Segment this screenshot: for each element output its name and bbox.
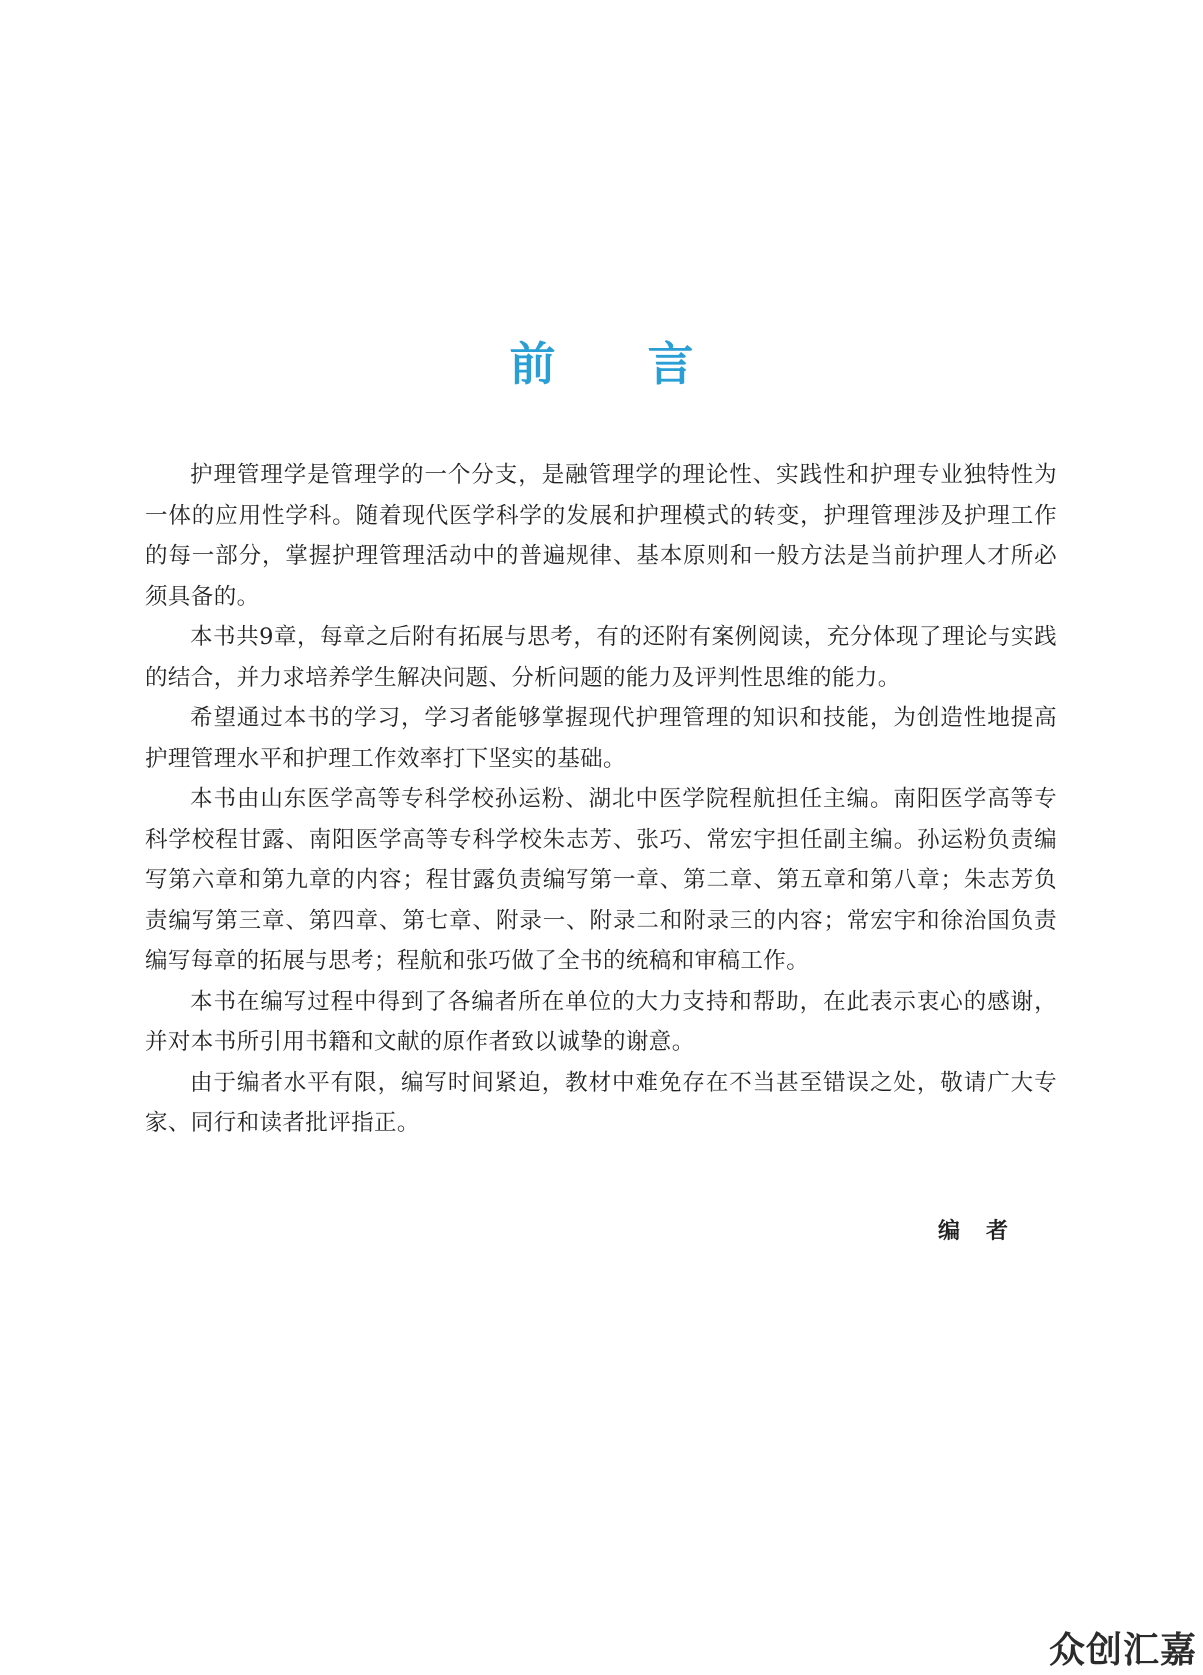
paragraph-2: 本书共9章，每章之后附有拓展与思考，有的还附有案例阅读，充分体现了理论与实践的结合，并力求培养学生解决问题、分析问题的能力及评判性思维的能力。 [145, 624, 1057, 691]
paragraph-3: 希望通过本书的学习，学习者能够掌握现代护理管理的知识和技能，为创造性地提高护理管理水平和护理工作效率打下坚实的基础。 [145, 705, 1057, 772]
paragraph-1: 护理管理学是管理学的一个分支，是融管理学的理论性、实践性和护理专业独特性为一体的应用性学科。随着现代医学科学的发展和护理模式的转变，护理管理涉及护理工作的每一部分，掌握护理管理活动中的普遍规律、基本原则和一般方法是当前护理人才所必须具备的。 [145, 462, 1057, 610]
paragraph-4: 本书由山东医学高等专科学校孙运粉、湖北中医学院程航担任主编。南阳医学高等专科学校程甘露、南阳医学高等专科学校朱志芳、张巧、常宏宇担任副主编。孙运粉负责编写第六章和第九章的内容；程甘露负责编写第一章、第二章、第五章和第八章；朱志芳负责编写第三章、第四章、第七章、附录一、附录二和附录三的内容；常宏宇和徐治国负责编写每章的拓展与思考；程航和张巧做了全书的统稿和审稿工作。 [145, 786, 1057, 974]
watermark-logo: 众创汇嘉 [1048, 1630, 1197, 1671]
page-title: 前言 [509, 336, 786, 391]
author-signature: 编者 [938, 1219, 1035, 1244]
preface-body [145, 455, 1057, 1144]
paragraph-6: 由于编者水平有限，编写时间紧迫，教材中难免存在不当甚至错误之处，敬请广大专家、同行和读者批评指正。 [145, 1069, 1057, 1136]
paragraph-5: 本书在编写过程中得到了各编者所在单位的大力支持和帮助，在此表示衷心的感谢，并对本书所引用书籍和文献的原作者致以诚挚的谢意。 [145, 988, 1057, 1055]
